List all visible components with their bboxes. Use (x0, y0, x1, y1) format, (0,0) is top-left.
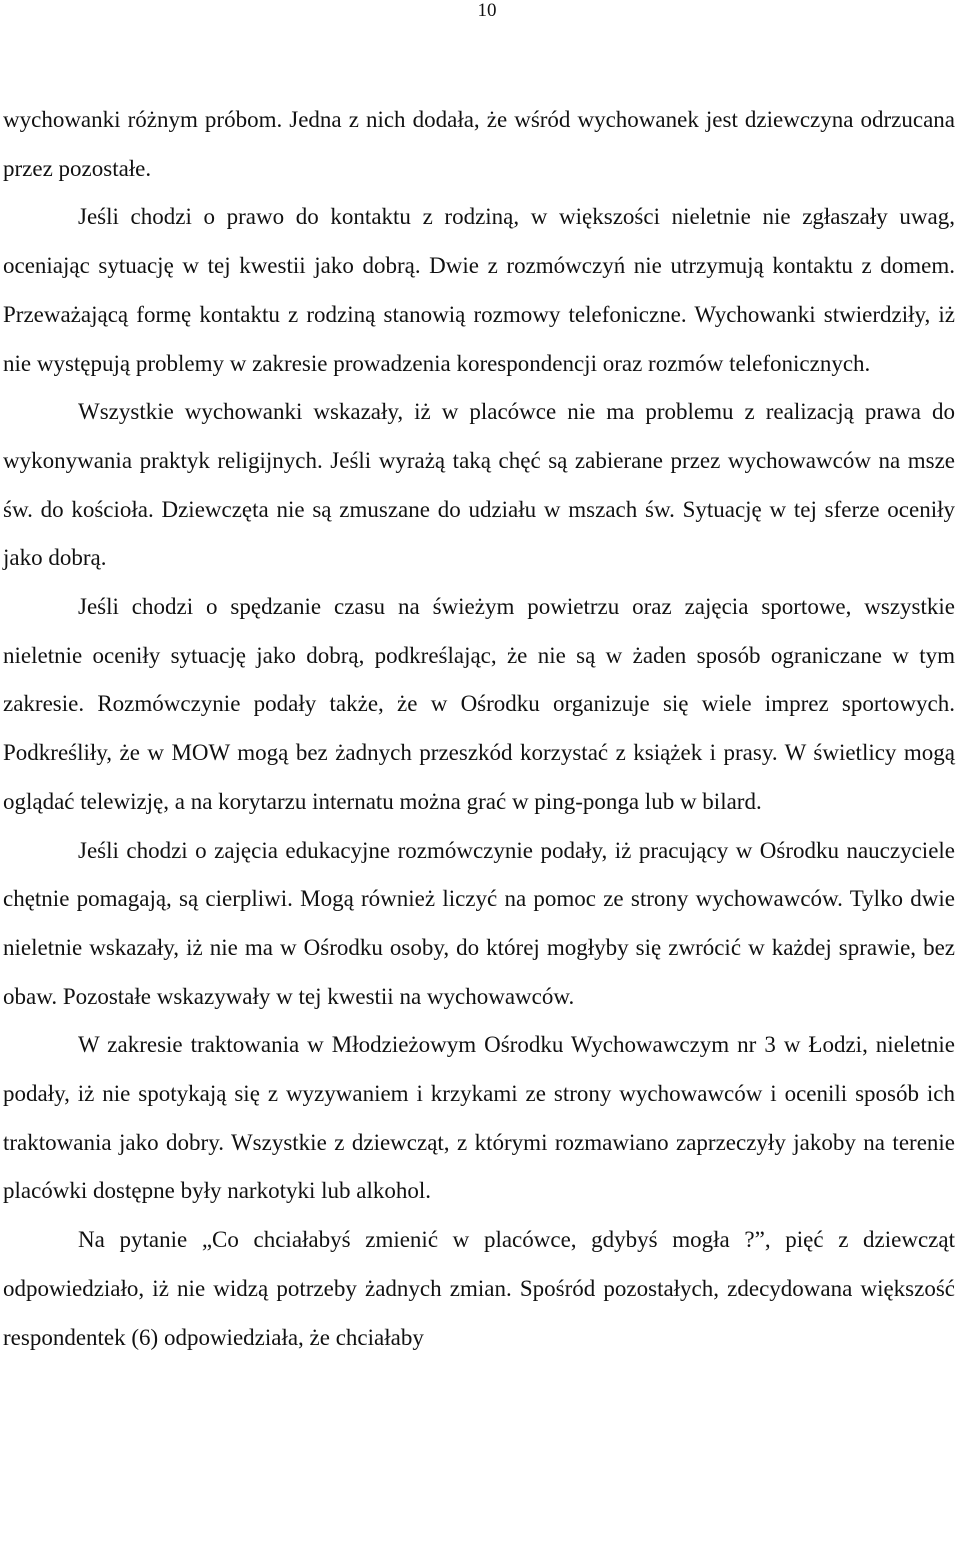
body-text (3, 96, 955, 1362)
paragraph-outdoor-sports: Jeśli chodzi o spędzanie czasu na świeżym powietrzu oraz zajęcia sportowe, wszystkie nieletnie oceniły sytuację jako dobrą, podkreślając, że nie są w żaden sposób ograniczane w tym zakresie. Rozmówczynie podały także, że w Ośrodku organizuje się wiele imprez sportowych. Podkreśliły, że w MOW mogą bez żadnych przeszkód korzystać z książek i prasy. W świetlicy mogą oglądać telewizję, a na korytarzu internatu można grać w ping-ponga lub w bilard. (3, 594, 955, 814)
page-number (0, 0, 960, 22)
paragraph-continuation: wychowanki różnym próbom. Jedna z nich dodała, że wśród wychowanek jest dziewczyna odrzucana przez pozostałe. (3, 107, 955, 181)
paragraph-religious-practices: Wszystkie wychowanki wskazały, iż w placówce nie ma problemu z realizacją prawa do wykonywania praktyk religijnych. Jeśli wyrażą taką chęć są zabierane przez wychowawców na msze św. do kościoła. Dziewczęta nie są zmuszane do udziału w mszach św. Sytuację w tej sferze oceniły jako dobrą. (3, 399, 955, 571)
paragraph-changes-question: Na pytanie „Co chciałabyś zmienić w placówce, gdybyś mogła ?”, pięć z dziewcząt odpowiedziało, iż nie widzą potrzeby żadnych zmian. Spośród pozostałych, zdecydowana większość respondentek (6) odpowiedziała, że chciałaby (3, 1227, 955, 1350)
paragraph-family-contact: Jeśli chodzi o prawo do kontaktu z rodziną, w większości nieletnie nie zgłaszały uwag, oceniając sytuację w tej kwestii jako dobrą. Dwie z rozmówczyń nie utrzymują kontaktu z domem. Przeważającą formę kontaktu z rodziną stanowią rozmowy telefoniczne. Wychowanki stwierdziły, iż nie występują problemy w zakresie prowadzenia korespondencji oraz rozmów telefonicznych. (3, 204, 955, 376)
paragraph-treatment: W zakresie traktowania w Młodzieżowym Ośrodku Wychowawczym nr 3 w Łodzi, nieletnie podały, iż nie spotykają się z wyzywaniem i krzykami ze strony wychowawców i ocenili sposób ich traktowania jako dobry. Wszystkie z dziewcząt, z którymi rozmawiano zaprzeczyły jakoby na terenie placówki dostępne były narkotyki lub alkohol. (3, 1032, 955, 1204)
paragraph-education: Jeśli chodzi o zajęcia edukacyjne rozmówczynie podały, iż pracujący w Ośrodku nauczyciele chętnie pomagają, są cierpliwi. Mogą również liczyć na pomoc ze strony wychowawców. Tylko dwie nieletnie wskazały, iż nie ma w Ośrodku osoby, do której mogłyby się zwrócić w każdej sprawie, bez obaw. Pozostałe wskazywały w tej kwestii na wychowawców. (3, 837, 955, 1009)
page-number-text: 10 (477, 0, 497, 21)
